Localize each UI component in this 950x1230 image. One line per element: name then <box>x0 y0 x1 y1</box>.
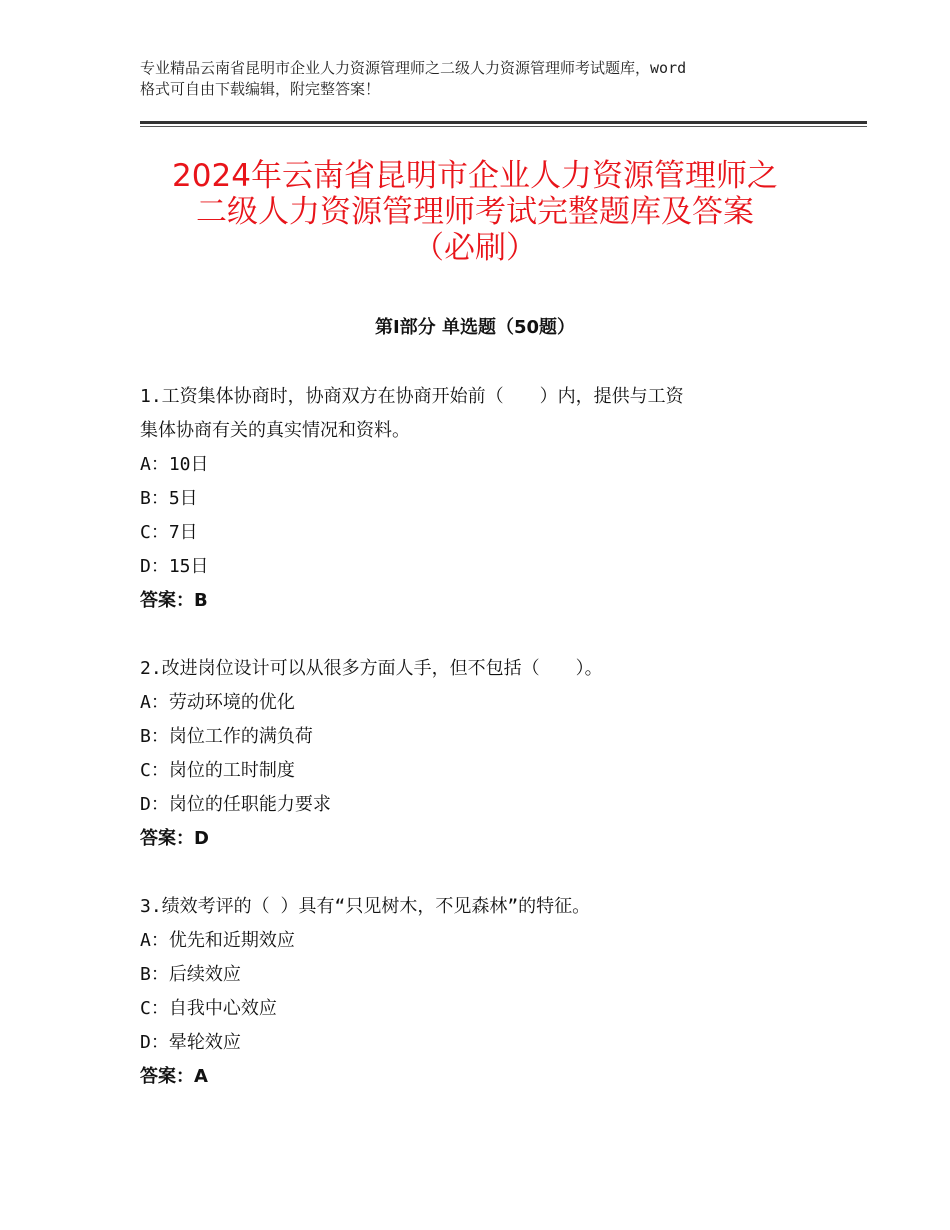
header-note <box>140 58 840 100</box>
option-d: D：晕轮效应 <box>140 1032 241 1053</box>
question-item <box>140 380 820 618</box>
option-b: B：后续效应 <box>140 964 241 985</box>
title-line-1: 2024年云南省昆明市企业人力资源管理师之 <box>172 158 778 194</box>
option-a: A：优先和近期效应 <box>140 930 295 951</box>
question-stem-line: 2.改进岗位设计可以从很多方面人手，但不包括（ ）。 <box>140 658 603 679</box>
answer-label: 答案：A <box>140 1066 208 1087</box>
option-a: A：劳动环境的优化 <box>140 692 295 713</box>
option-d: D：15日 <box>140 556 209 577</box>
title-line-2: 二级人力资源管理师考试完整题库及答案 <box>196 194 754 230</box>
answer-label: 答案：B <box>140 590 208 611</box>
question-item <box>140 890 820 1094</box>
section-heading: 第Ⅰ部分 单选题（50题） <box>374 317 575 338</box>
option-c: C：岗位的工时制度 <box>140 760 295 781</box>
answer-label: 答案：D <box>140 828 209 849</box>
title-line-3: （必刷） <box>413 230 537 266</box>
option-b: B：5日 <box>140 488 198 509</box>
question-stem-line: 集体协商有关的真实情况和资料。 <box>140 420 410 441</box>
option-b: B：岗位工作的满负荷 <box>140 726 313 747</box>
header-divider-thin <box>140 126 867 127</box>
header-note-line-1: 专业精品云南省昆明市企业人力资源管理师之二级人力资源管理师考试题库，word <box>140 59 687 77</box>
header-note-line-2: 格式可自由下载编辑，附完整答案！ <box>140 80 381 98</box>
header-divider-thick <box>140 121 867 124</box>
document-title <box>120 158 830 266</box>
option-d: D：岗位的任职能力要求 <box>140 794 331 815</box>
option-c: C：7日 <box>140 522 198 543</box>
option-c: C：自我中心效应 <box>140 998 277 1019</box>
option-a: A：10日 <box>140 454 209 475</box>
question-item <box>140 652 820 856</box>
question-stem-line: 1.工资集体协商时，协商双方在协商开始前（ ）内，提供与工资 <box>140 386 684 407</box>
question-stem-line: 3.绩效考评的（ ）具有“只见树木，不见森林”的特征。 <box>140 896 591 917</box>
question-list <box>140 380 820 1128</box>
